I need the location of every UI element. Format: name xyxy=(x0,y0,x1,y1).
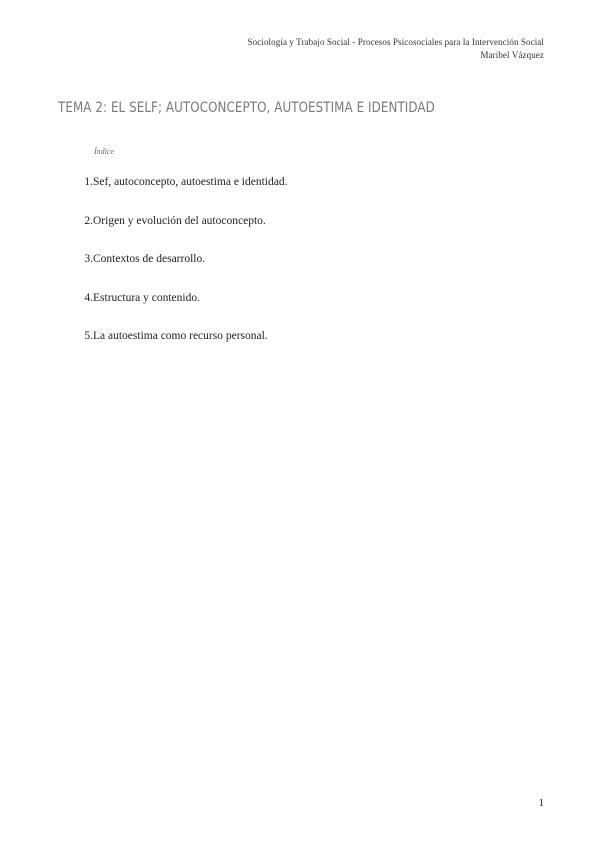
document-title: TEMA 2: EL SELF; AUTOCONCEPTO, AUTOESTIMA E IDENTIDAD xyxy=(58,100,435,116)
toc-item xyxy=(70,253,287,292)
page-number: 1 xyxy=(538,797,544,809)
table-of-contents xyxy=(70,176,287,369)
header-author-line: Maribel Vázquez xyxy=(480,50,544,60)
toc-item-number: 5. xyxy=(84,330,93,343)
toc-item xyxy=(70,176,287,215)
header-course-line: Sociología y Trabajo Social - Procesos Psicosociales para la Intervención Social xyxy=(247,37,544,47)
toc-item-number: 3. xyxy=(84,253,93,266)
toc-item xyxy=(70,330,287,369)
toc-item-text: Sef, autoconcepto, autoestima e identidad. xyxy=(93,176,288,188)
toc-item-number: 4. xyxy=(84,291,93,304)
toc-item-text: Origen y evolución del autoconcepto. xyxy=(93,214,266,227)
toc-item-text: Estructura y contenido. xyxy=(93,291,200,304)
toc-item-number: 2. xyxy=(84,214,93,227)
index-label: Índice xyxy=(94,147,114,156)
toc-item-text: La autoestima como recurso personal. xyxy=(93,330,268,343)
toc-item-number: 1. xyxy=(84,176,93,188)
toc-item xyxy=(70,215,287,254)
toc-item-text: Contextos de desarrollo. xyxy=(93,253,206,266)
toc-item xyxy=(70,292,287,331)
page-header xyxy=(248,36,544,62)
